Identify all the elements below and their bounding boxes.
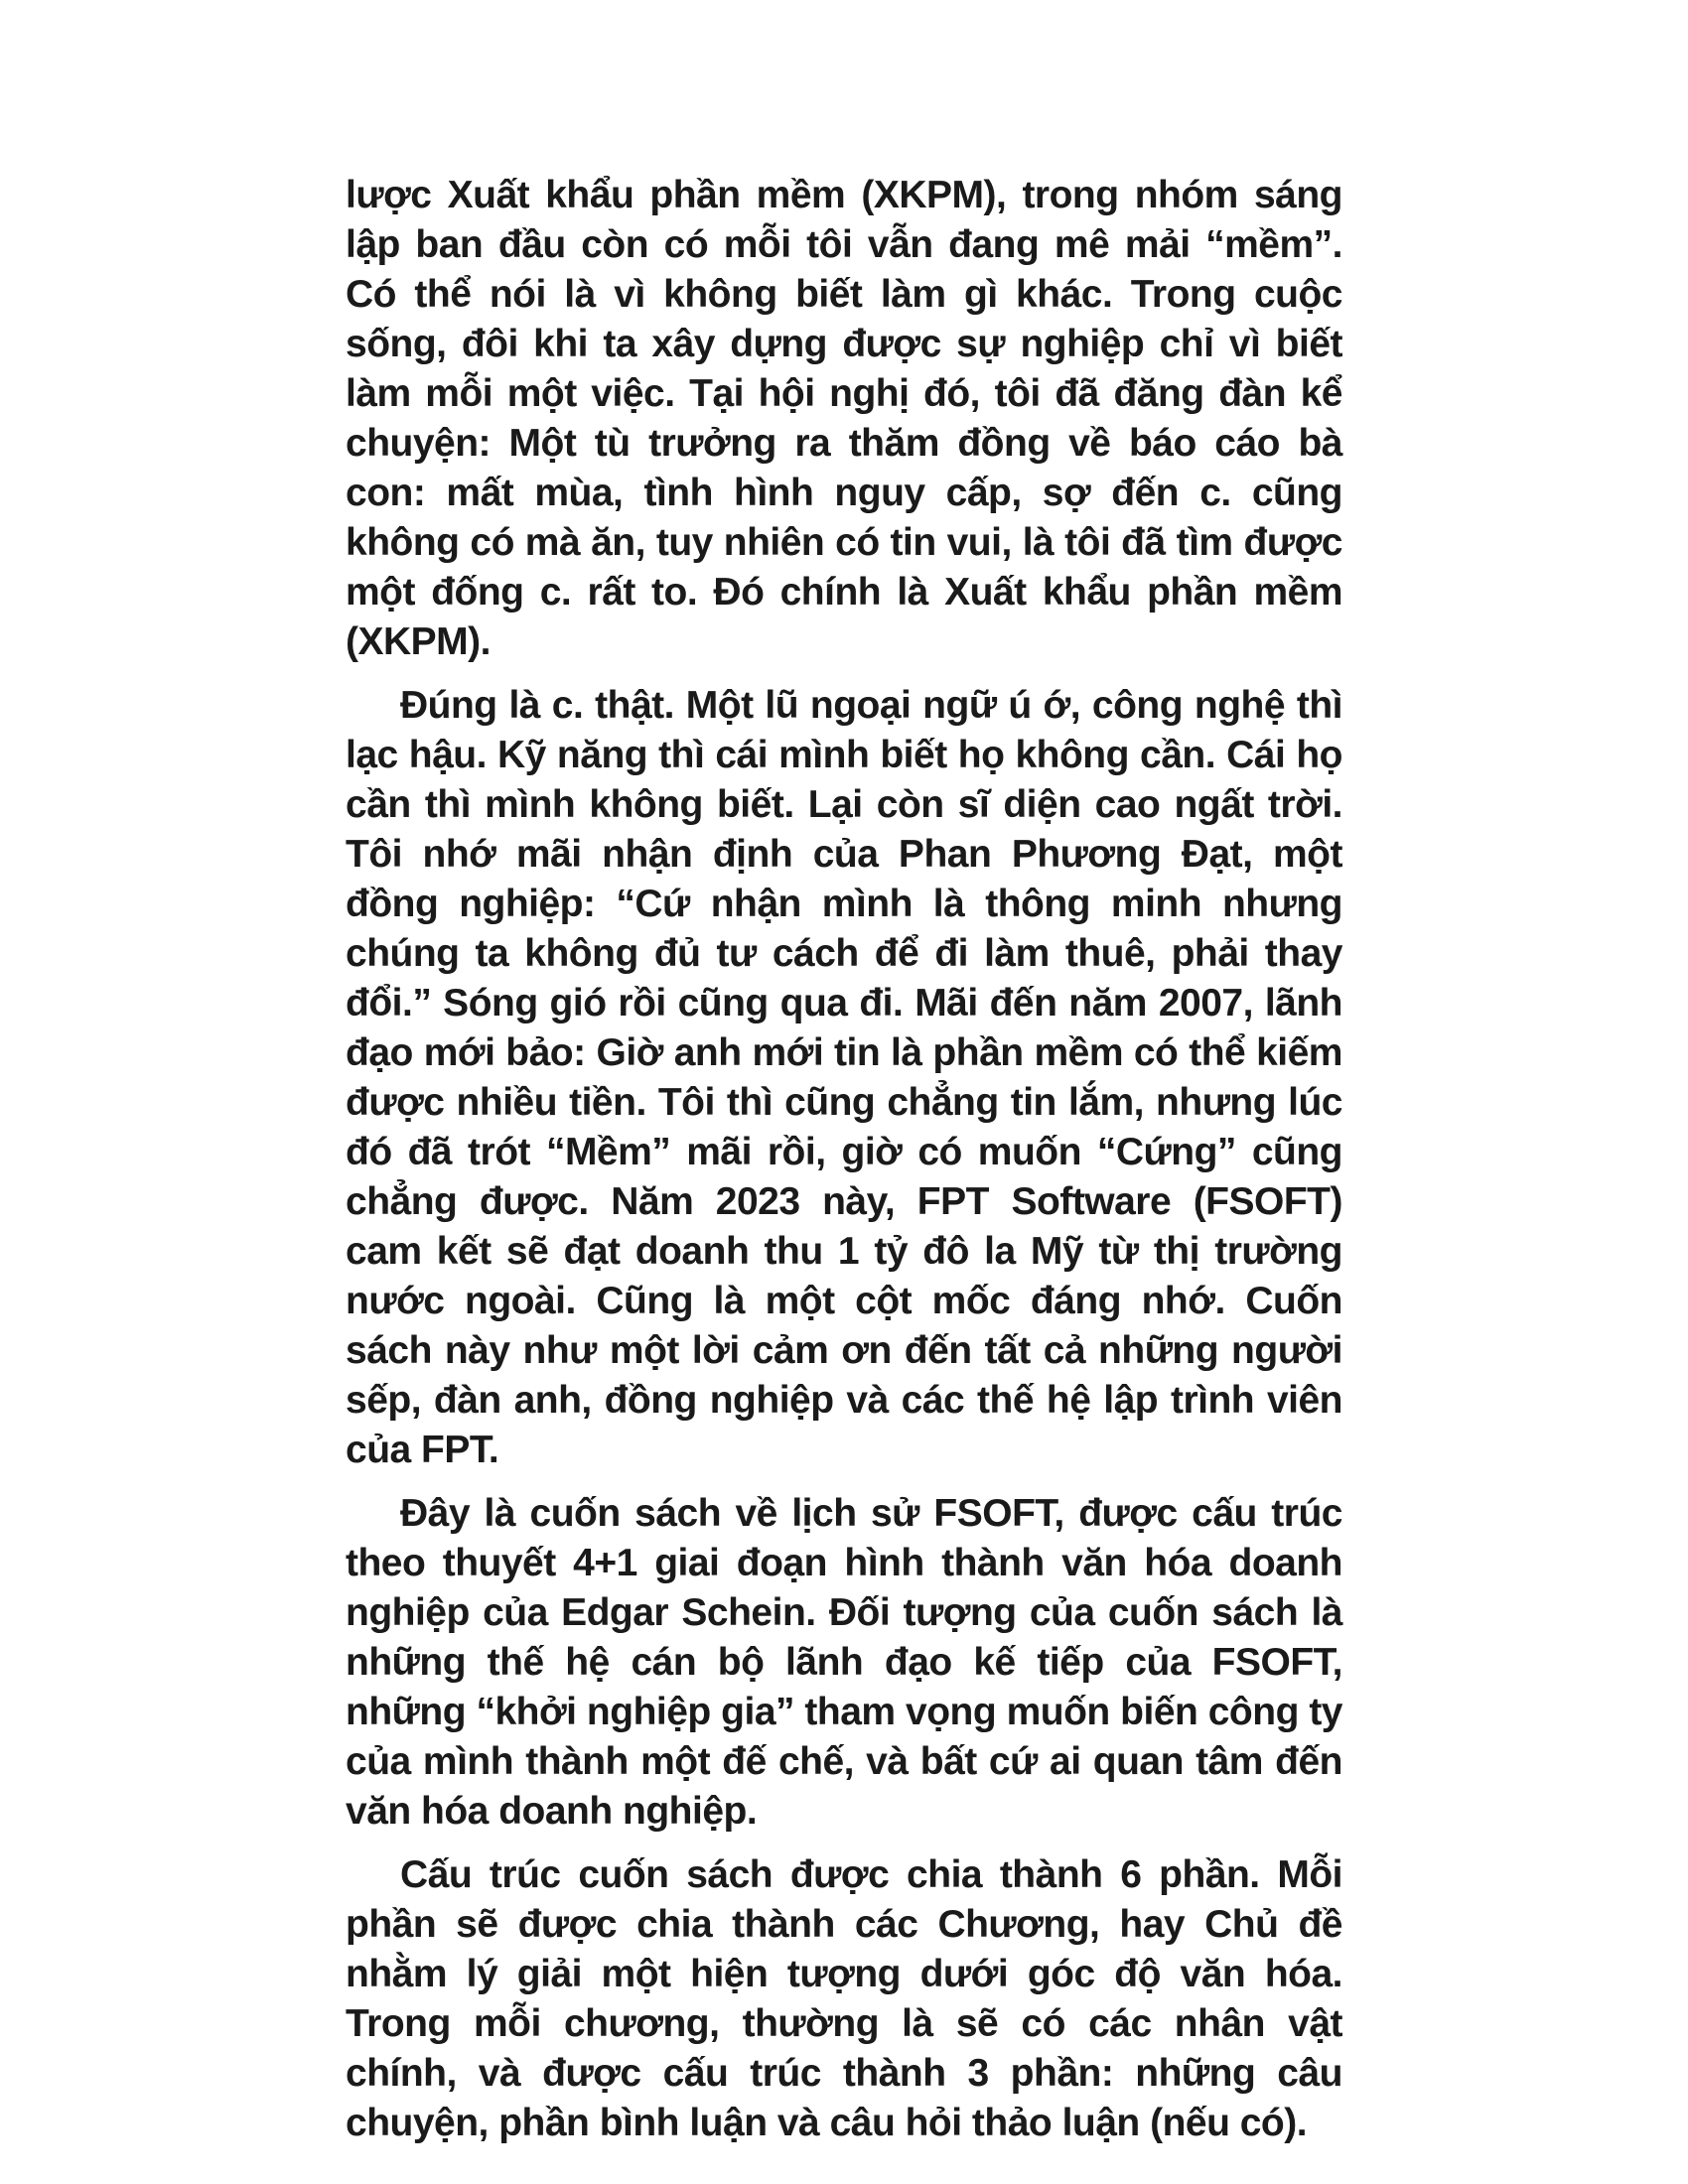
paragraph-3: Đây là cuốn sách về lịch sử FSOFT, được cấu trúc theo thuyết 4+1 giai đoạn hình thành văn hóa doanh nghiệp của Edgar Schein. Đối tượng của cuốn sách là những thế hệ cán bộ lãnh đạo kế tiếp của FSOFT, những “khởi nghiệp gia” tham vọng muốn biến công ty của mình thành một đế chế, và bất cứ ai quan tâm đến văn hóa doanh nghiệp. [346, 1492, 1342, 1833]
paragraph-2: Đúng là c. thật. Một lũ ngoại ngữ ú ớ, công nghệ thì lạc hậu. Kỹ năng thì cái mình biết họ không cần. Cái họ cần thì mình không biết. Lại còn sĩ diện cao ngất trời. Tôi nhớ mãi nhận định của Phan Phương Đạt, một đồng nghiệp: “Cứ nhận mình là thông minh nhưng chúng ta không đủ tư cách để đi làm thuê, phải thay đổi.” Sóng gió rồi cũng qua đi. Mãi đến năm 2007, lãnh đạo mới bảo: Giờ anh mới tin là phần mềm có thể kiếm được nhiều tiền. Tôi thì cũng chẳng tin lắm, nhưng lúc đó đã trót “Mềm” mãi rồi, giờ có muốn “Cứng” cũng chẳng được. Năm 2023 này, FPT Software (FSOFT) cam kết sẽ đạt doanh thu 1 tỷ đô la Mỹ từ thị trường nước ngoài. Cũng là một cột mốc đáng nhớ. Cuốn sách này như một lời cảm ơn đến tất cả những người sếp, đàn anh, đồng nghiệp và các thế hệ lập trình viên của FPT. [346, 684, 1342, 1471]
page-text-block [346, 171, 1342, 2162]
paragraph-1: lược Xuất khẩu phần mềm (XKPM), trong nhóm sáng lập ban đầu còn có mỗi tôi vẫn đang mê mải “mềm”. Có thể nói là vì không biết làm gì khác. Trong cuộc sống, đôi khi ta xây dựng được sự nghiệp chỉ vì biết làm mỗi một việc. Tại hội nghị đó, tôi đã đăng đàn kể chuyện: Một tù trưởng ra thăm đồng về báo cáo bà con: mất mùa, tình hình nguy cấp, sợ đến c. cũng không có mà ăn, tuy nhiên có tin vui, là tôi đã tìm được một đống c. rất to. Đó chính là Xuất khẩu phần mềm (XKPM). [346, 174, 1342, 663]
paragraph-4: Cấu trúc cuốn sách được chia thành 6 phần. Mỗi phần sẽ được chia thành các Chương, hay Chủ đề nhằm lý giải một hiện tượng dưới góc độ văn hóa. Trong mỗi chương, thường là sẽ có các nhân vật chính, và được cấu trúc thành 3 phần: những câu chuyện, phần bình luận và câu hỏi thảo luận (nếu có). [346, 1853, 1342, 2144]
